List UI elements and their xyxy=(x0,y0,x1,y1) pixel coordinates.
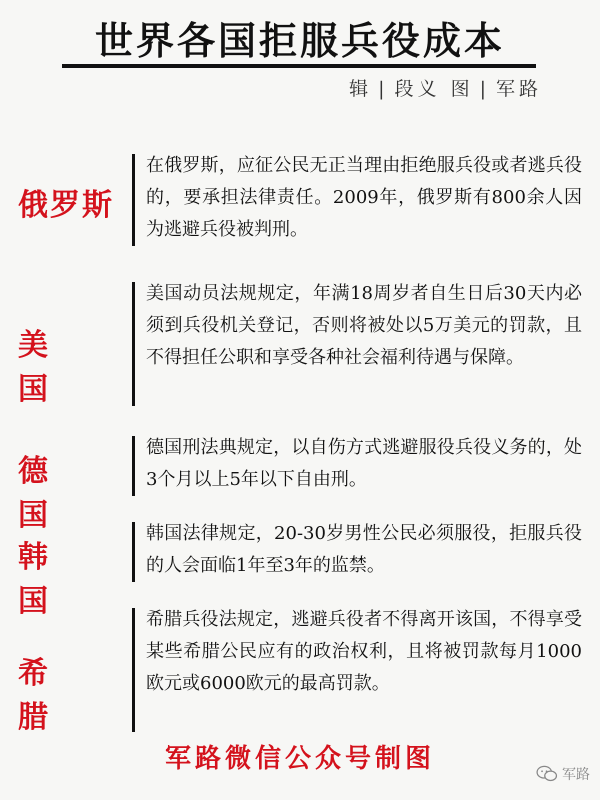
title-underline xyxy=(62,64,536,68)
footer-caption: 军路微信公众号制图 xyxy=(164,744,435,774)
divider-bar xyxy=(132,436,135,496)
entry-text: 在俄罗斯，应征公民无正当理由拒绝服兵役或者逃兵役的，要承担法律责任。2009年，俄罗斯有800余人因为逃避兵役被判刑。 xyxy=(146,155,582,240)
credit-editor: 辑 xyxy=(349,78,373,100)
credit-divider: | xyxy=(378,78,389,100)
credit-source: 军路 xyxy=(495,78,542,100)
entry-text: 韩国法律规定，20-30岁男性公民必须服役，拒服兵役的人会面临1年至3年的监禁。 xyxy=(146,523,582,576)
divider-bar xyxy=(132,608,135,732)
credit-line xyxy=(349,74,542,101)
page-title: 世界各国拒服兵役成本 xyxy=(94,19,505,63)
watermark-label: 军路 xyxy=(562,767,590,783)
wechat-icon xyxy=(536,765,558,783)
country-name: 德 国 xyxy=(18,454,70,533)
country-name: 韩 国 xyxy=(18,540,70,619)
entry-text: 美国动员法规规定，年满18周岁者自生日后30天内必须到兵役机关登记，否则将被处以5万美元的罚款，且不得担任公职和享受各种社会福利待遇与保障。 xyxy=(146,283,582,368)
country-name: 希 腊 xyxy=(18,656,70,735)
divider-bar xyxy=(132,522,135,582)
entry-text: 德国刑法典规定，以自伤方式逃避服役兵役义务的，处3个月以上5年以下自由刑。 xyxy=(146,437,582,490)
country-name: 美 国 xyxy=(18,328,70,407)
country-name: 俄罗斯 xyxy=(18,188,114,223)
watermark xyxy=(536,764,590,784)
credit-divider: | xyxy=(479,78,490,100)
divider-bar xyxy=(132,282,135,406)
entry-text: 希腊兵役法规定，逃避兵役者不得离开该国，不得享受某些希腊公民应有的政治权利，且将被罚款每月1000欧元或6000欧元的最高罚款。 xyxy=(146,609,582,694)
divider-bar xyxy=(132,154,135,246)
credit-author: 段义 图 xyxy=(394,78,474,100)
